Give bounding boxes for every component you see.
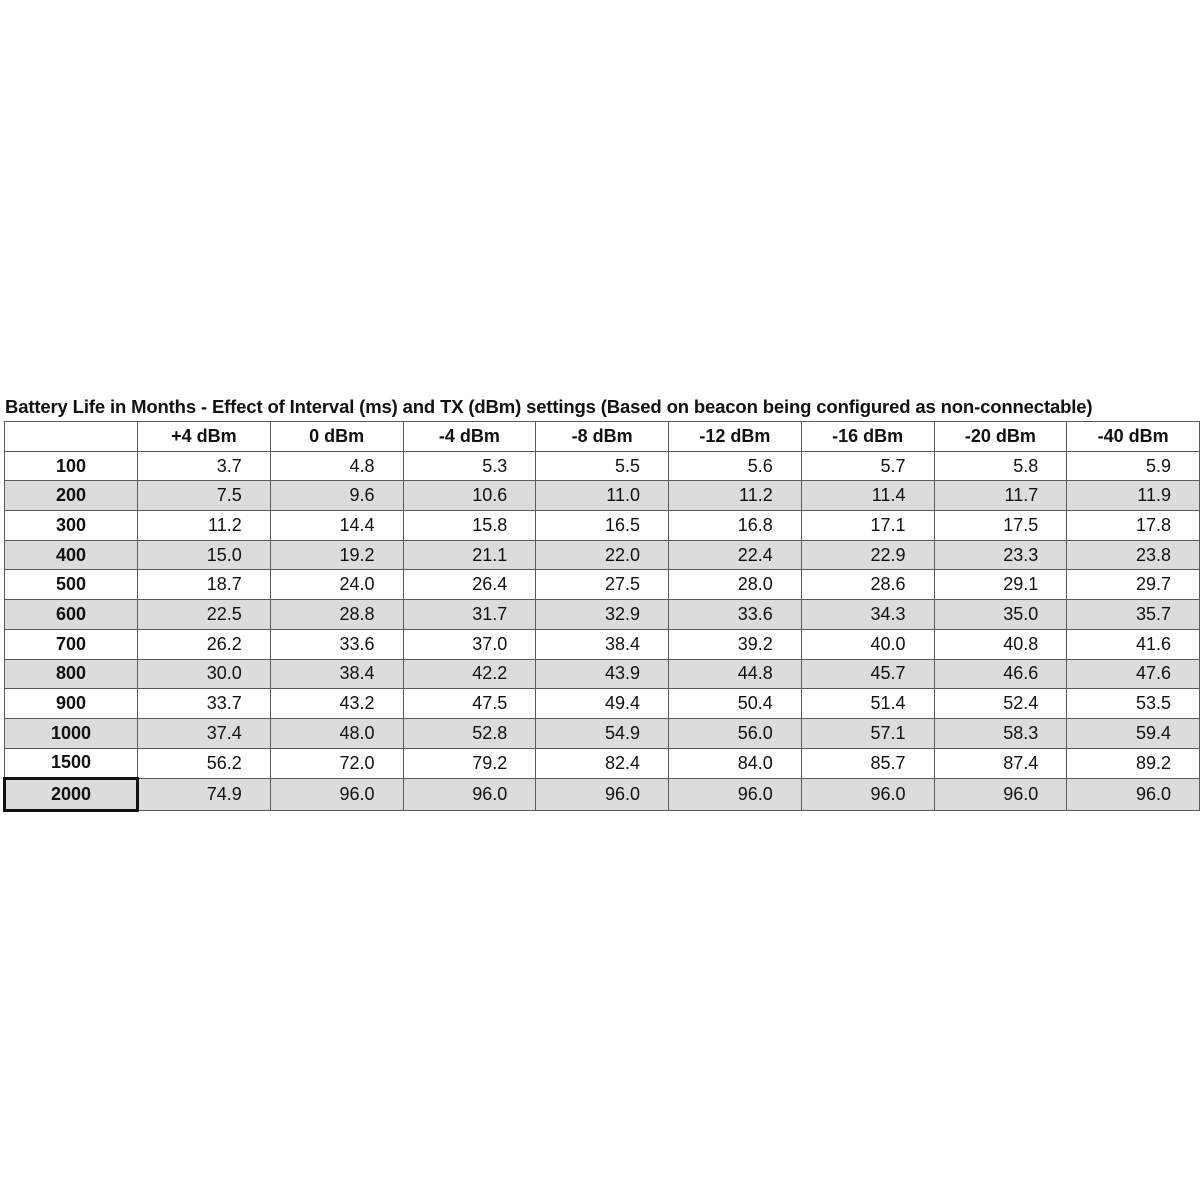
value-cell: 5.9 bbox=[1067, 451, 1200, 481]
value-cell: 11.0 bbox=[536, 481, 669, 511]
value-cell: 32.9 bbox=[536, 600, 669, 630]
interval-cell: 600 bbox=[5, 600, 138, 630]
value-cell: 22.9 bbox=[801, 540, 934, 570]
table-row bbox=[5, 451, 1200, 481]
value-cell: 17.1 bbox=[801, 511, 934, 541]
value-cell: 23.3 bbox=[934, 540, 1067, 570]
interval-cell: 800 bbox=[5, 659, 138, 689]
value-cell: 3.7 bbox=[138, 451, 271, 481]
column-header: -20 dBm bbox=[934, 422, 1067, 452]
value-cell: 9.6 bbox=[270, 481, 403, 511]
value-cell: 14.4 bbox=[270, 511, 403, 541]
interval-cell: 1000 bbox=[5, 718, 138, 748]
value-cell: 43.9 bbox=[536, 659, 669, 689]
column-header: +4 dBm bbox=[138, 422, 271, 452]
value-cell: 57.1 bbox=[801, 718, 934, 748]
value-cell: 17.8 bbox=[1067, 511, 1200, 541]
value-cell: 40.8 bbox=[934, 629, 1067, 659]
value-cell: 58.3 bbox=[934, 718, 1067, 748]
value-cell: 41.6 bbox=[1067, 629, 1200, 659]
value-cell: 89.2 bbox=[1067, 748, 1200, 779]
column-header: -4 dBm bbox=[403, 422, 536, 452]
value-cell: 5.3 bbox=[403, 451, 536, 481]
value-cell: 37.0 bbox=[403, 629, 536, 659]
value-cell: 96.0 bbox=[1067, 779, 1200, 811]
value-cell: 96.0 bbox=[801, 779, 934, 811]
value-cell: 50.4 bbox=[669, 689, 802, 719]
table-row bbox=[5, 718, 1200, 748]
value-cell: 22.5 bbox=[138, 600, 271, 630]
table-row bbox=[5, 779, 1200, 811]
value-cell: 59.4 bbox=[1067, 718, 1200, 748]
interval-cell: 500 bbox=[5, 570, 138, 600]
value-cell: 5.8 bbox=[934, 451, 1067, 481]
value-cell: 38.4 bbox=[270, 659, 403, 689]
value-cell: 47.5 bbox=[403, 689, 536, 719]
value-cell: 39.2 bbox=[669, 629, 802, 659]
header-corner-cell bbox=[5, 422, 138, 452]
column-header: -40 dBm bbox=[1067, 422, 1200, 452]
value-cell: 52.8 bbox=[403, 718, 536, 748]
value-cell: 28.8 bbox=[270, 600, 403, 630]
value-cell: 85.7 bbox=[801, 748, 934, 779]
value-cell: 28.6 bbox=[801, 570, 934, 600]
value-cell: 33.7 bbox=[138, 689, 271, 719]
value-cell: 24.0 bbox=[270, 570, 403, 600]
column-header: -16 dBm bbox=[801, 422, 934, 452]
value-cell: 38.4 bbox=[536, 629, 669, 659]
value-cell: 19.2 bbox=[270, 540, 403, 570]
value-cell: 28.0 bbox=[669, 570, 802, 600]
value-cell: 4.8 bbox=[270, 451, 403, 481]
value-cell: 11.9 bbox=[1067, 481, 1200, 511]
table-row bbox=[5, 629, 1200, 659]
value-cell: 16.5 bbox=[536, 511, 669, 541]
value-cell: 79.2 bbox=[403, 748, 536, 779]
value-cell: 29.1 bbox=[934, 570, 1067, 600]
interval-cell: 300 bbox=[5, 511, 138, 541]
value-cell: 35.7 bbox=[1067, 600, 1200, 630]
value-cell: 43.2 bbox=[270, 689, 403, 719]
column-header: 0 dBm bbox=[270, 422, 403, 452]
value-cell: 11.4 bbox=[801, 481, 934, 511]
value-cell: 29.7 bbox=[1067, 570, 1200, 600]
value-cell: 18.7 bbox=[138, 570, 271, 600]
table-row bbox=[5, 540, 1200, 570]
value-cell: 49.4 bbox=[536, 689, 669, 719]
value-cell: 72.0 bbox=[270, 748, 403, 779]
value-cell: 48.0 bbox=[270, 718, 403, 748]
column-header: -8 dBm bbox=[536, 422, 669, 452]
value-cell: 87.4 bbox=[934, 748, 1067, 779]
value-cell: 46.6 bbox=[934, 659, 1067, 689]
interval-cell: 700 bbox=[5, 629, 138, 659]
battery-life-table bbox=[3, 421, 1200, 812]
table-row bbox=[5, 689, 1200, 719]
value-cell: 11.7 bbox=[934, 481, 1067, 511]
table-row bbox=[5, 748, 1200, 779]
value-cell: 96.0 bbox=[536, 779, 669, 811]
table-row bbox=[5, 481, 1200, 511]
value-cell: 96.0 bbox=[270, 779, 403, 811]
interval-cell: 100 bbox=[5, 451, 138, 481]
value-cell: 30.0 bbox=[138, 659, 271, 689]
value-cell: 96.0 bbox=[669, 779, 802, 811]
value-cell: 47.6 bbox=[1067, 659, 1200, 689]
value-cell: 56.0 bbox=[669, 718, 802, 748]
value-cell: 17.5 bbox=[934, 511, 1067, 541]
value-cell: 21.1 bbox=[403, 540, 536, 570]
value-cell: 23.8 bbox=[1067, 540, 1200, 570]
value-cell: 37.4 bbox=[138, 718, 271, 748]
value-cell: 11.2 bbox=[669, 481, 802, 511]
table-row bbox=[5, 659, 1200, 689]
table-row bbox=[5, 570, 1200, 600]
table-row bbox=[5, 511, 1200, 541]
column-header: -12 dBm bbox=[669, 422, 802, 452]
table-body bbox=[5, 451, 1200, 810]
value-cell: 44.8 bbox=[669, 659, 802, 689]
value-cell: 33.6 bbox=[270, 629, 403, 659]
value-cell: 26.2 bbox=[138, 629, 271, 659]
value-cell: 45.7 bbox=[801, 659, 934, 689]
value-cell: 5.5 bbox=[536, 451, 669, 481]
value-cell: 5.7 bbox=[801, 451, 934, 481]
value-cell: 26.4 bbox=[403, 570, 536, 600]
table-title: Battery Life in Months - Effect of Interval (ms) and TX (dBm) settings (Based on beacon being configured as non-connectable) bbox=[5, 396, 1093, 417]
value-cell: 96.0 bbox=[403, 779, 536, 811]
value-cell: 33.6 bbox=[669, 600, 802, 630]
value-cell: 56.2 bbox=[138, 748, 271, 779]
value-cell: 22.0 bbox=[536, 540, 669, 570]
value-cell: 53.5 bbox=[1067, 689, 1200, 719]
value-cell: 96.0 bbox=[934, 779, 1067, 811]
interval-cell[interactable]: 2000 bbox=[5, 779, 138, 811]
interval-cell: 400 bbox=[5, 540, 138, 570]
value-cell: 16.8 bbox=[669, 511, 802, 541]
value-cell: 5.6 bbox=[669, 451, 802, 481]
value-cell: 7.5 bbox=[138, 481, 271, 511]
header-row bbox=[5, 422, 1200, 452]
value-cell: 54.9 bbox=[536, 718, 669, 748]
value-cell: 82.4 bbox=[536, 748, 669, 779]
value-cell: 31.7 bbox=[403, 600, 536, 630]
interval-cell: 900 bbox=[5, 689, 138, 719]
value-cell: 27.5 bbox=[536, 570, 669, 600]
value-cell: 74.9 bbox=[138, 779, 271, 811]
value-cell: 42.2 bbox=[403, 659, 536, 689]
value-cell: 11.2 bbox=[138, 511, 271, 541]
value-cell: 40.0 bbox=[801, 629, 934, 659]
value-cell: 34.3 bbox=[801, 600, 934, 630]
value-cell: 51.4 bbox=[801, 689, 934, 719]
value-cell: 84.0 bbox=[669, 748, 802, 779]
interval-cell: 1500 bbox=[5, 748, 138, 779]
table-row bbox=[5, 600, 1200, 630]
value-cell: 35.0 bbox=[934, 600, 1067, 630]
interval-cell: 200 bbox=[5, 481, 138, 511]
value-cell: 22.4 bbox=[669, 540, 802, 570]
value-cell: 15.0 bbox=[138, 540, 271, 570]
value-cell: 52.4 bbox=[934, 689, 1067, 719]
value-cell: 10.6 bbox=[403, 481, 536, 511]
value-cell: 15.8 bbox=[403, 511, 536, 541]
spreadsheet bbox=[3, 393, 1198, 812]
